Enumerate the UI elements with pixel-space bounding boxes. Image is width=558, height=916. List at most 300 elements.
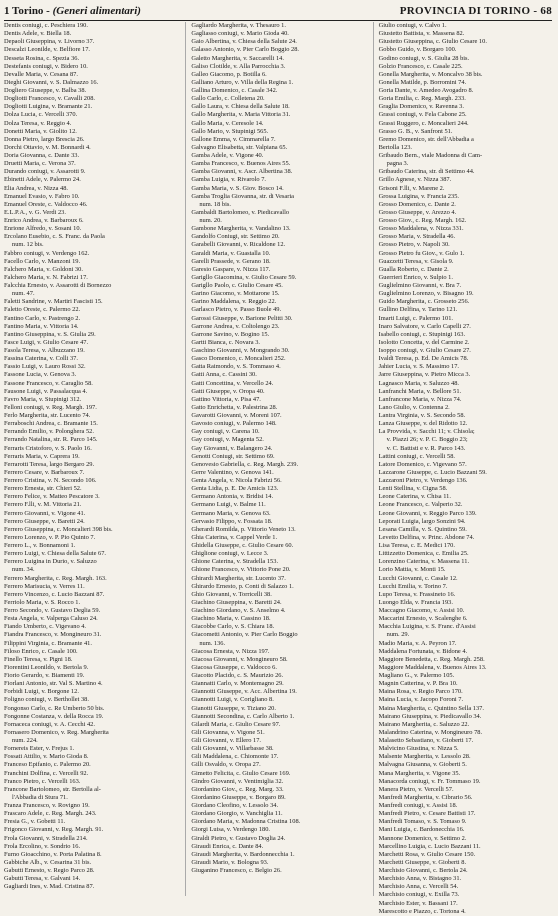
directory-entry: Dorchi Ottavio, v. M. Bonnardi 4. [4,143,91,151]
directory-entry: Emanuel Evasio, v. Fabro 10. [4,192,80,200]
directory-entry: Elia Andrea, v. Nizza 48. [4,184,68,192]
directory-entry: Jarre Giuseppina, v. Pietro Micca 3. [378,371,471,379]
directory-entry: Ferraboschi Andrea, c. Bramante 15. [4,420,98,428]
directory-entry: Filippini Virginia, c. Bramante 41. [4,639,92,647]
directory-entry: Giacosa Giuseppe, c. Valdocco 6. [191,663,277,671]
directory-entry: Lazzarone Giuseppe, c. Lucio Bazzani 59. [378,468,487,476]
directory-entry: Ghirardo Ernesto, p. Conti di Salazzo 1. [191,582,294,590]
directory-entry: Giraudi Mario, v. Bologna 93. [191,858,269,866]
directory-entry: Giacosa Ernesta, v. Nizza 197. [191,647,270,655]
directory-entry: Gerre Valentino, v. Genova 141. [191,468,274,476]
directory-entry: Fausone Luigi, v. Passalacqua 4. [4,387,88,395]
directory-entry: Leone Caterina, v. Chisa 11. [378,493,451,501]
directory-entry: Mannone Domenico, v. Settimo 2. [378,834,467,842]
directory-entry: Garigllo Paolo, c. Giulio Cesare 45. [191,282,283,289]
directory-entry: Lucchi Emilia, v. Torino 7. [378,582,448,590]
directory-entry: Giulio coniugi, v. Calvo 1. [378,22,447,29]
directory-entry: Guglielmino Giovanni, v. Bra 7. [378,282,462,289]
header-page-number: 68 [540,5,552,17]
directory-entry: Leone Francesco, c. Valperio 32. [378,501,463,509]
directory-entry: Ferrero Cristina, v. N. Secondo 106. [4,477,97,484]
directory-entry: Gilli Osvaldo, v. Oropa 27. [191,761,261,769]
columns-container [4,22,554,915]
directory-entry: num. 136. [199,639,226,647]
directory-entry: Garrone Savino, v. Bogino 15. [191,330,270,338]
directory-entry: Leone Giovanni, v. Reggio Parco 139. [378,509,477,517]
directory-entry: Gallo Laura, v. Chiesa della Salute 18. [191,103,290,111]
directory-entry: Isolotto Concetta, v. del Carmine 2. [378,338,470,346]
directory-entry: Fornasero Domenico, v. Reg. Margherita [4,728,109,736]
directory-entry: Golzio Francesco, c. Casale 225. [378,62,463,70]
directory-entry: Ghirardi Margherita, str. Lucento 37. [191,574,286,582]
directory-entry: Gasco Domenico, c. Moncalieri 252. [191,355,286,363]
directory-entry: Fassio Luigi, v. Lauro Rossi 32. [4,363,86,371]
directory-entry: Marchisio Ester, v. Bassani 17. [378,899,458,907]
directory-entry: Maddalena Fortunata, v. Bidone 4. [378,647,468,655]
directory-entry: Druetti Maria, c. Verona 37. [4,160,76,168]
directory-entry: Malvagna Giusanna, v. Gioberti 5. [378,761,467,769]
column-3 [373,22,554,915]
directory-entry: Isabello coniugi, c. Stupinigi 163. [378,330,466,338]
directory-entry: Gatti Giuseppe, v. Oropa 40. [191,387,265,395]
directory-entry: Germano Maria, v. Genova 63. [191,509,271,517]
directory-entry: Ghione Caterina, v. Stradella 153. [191,558,279,566]
directory-entry: Garaldi Maria, v. Guastalla 10. [191,249,271,257]
directory-entry: Garabelli Giovanni, v. Ricaldone 12. [191,241,286,249]
directory-entry: Giorgi Luisa, v. Verdengo 180. [191,826,271,834]
directory-entry: Ferro Secondo, v. Gustavo Deglia 59. [4,607,101,614]
directory-entry: Garlasco Pietro, v. Passo Buole 49. [191,306,282,314]
directory-entry: Ferrero Felice, v. Matteo Pescatore 3. [4,493,100,501]
directory-entry: Lupo Teresa, v. Frassineto 16. [378,590,456,598]
directory-entry: Mairano Margherita, c. Saluzzo 22. [378,720,470,728]
directory-entry: Grasso G. B., v. Sanfront 51. [378,127,453,135]
directory-entry: Genta Angela, v. Nicola Fabrizi 56. [191,477,282,484]
directory-entry: Gili Giovanni, v. Villarbasse 38. [191,745,274,753]
directory-entry: Fossati Attilio, v. Mario Gioda 8. [4,753,89,761]
directory-entry: Descalzi Leonilde, v. Belfiore 17. [4,46,91,54]
directory-entry: Bertolla 123. [378,143,413,151]
directory-entry: Gribaudo Bern., viale Madonna di Cam- [378,152,483,159]
column-1 [4,22,179,896]
directory-entry: Ghiglione coniugi, v. Lecce 3. [191,550,269,558]
directory-entry: Gonella Margherita, v. Moncalvo 38 bis. [378,70,483,78]
directory-entry: Manfredi coniugi, v. Assisi 18. [378,802,458,809]
directory-entry: Fantino Giuseppina, v. S. Giulia 29. [4,330,96,338]
directory-entry: Fornaceca coniugi, v. A. Cecchi 42. [4,720,95,728]
directory-entry: Fantino Carlo, v. Pastrengo 2. [4,314,81,322]
directory-entry: Maina Lucia, v. Jacopo Foroni 7. [378,696,464,704]
directory-entry: Grosso Maddalena, v. Nizza 331. [378,225,464,233]
directory-entry: Gianotti Giuseppe, v. Tiziano 20. [191,704,276,712]
directory-entry: Gay Giovanni, v. Balangero 24. [191,444,273,452]
directory-entry: Giraudi Enrica, c. Dante 84. [191,842,264,850]
directory-entry: Gatti Concettina, v. Vercello 24. [191,379,274,387]
directory-entry: Genotti Coniugi, str. Settimo 69. [191,452,275,460]
directory-entry: Gamba Luigia, v. Rivarolo 7. [191,176,266,184]
directory-entry: Gaschino Giovanni, v. Mongrando 30. [191,347,290,354]
directory-entry: Gambone Margherita, v. Vandalino 13. [191,225,291,233]
directory-entry: Gaio Albertina, v. Chiesa della Salute 24. [191,38,297,46]
directory-entry: La Provvida, v. Sacchi 11; v. Chisola; [378,428,475,436]
directory-entry: Ferraris Cristoforo, v. S. Paolo 16. [4,444,92,452]
directory-entry: Frascaro Adele, c. Reg. Margh. 243. [4,810,97,818]
directory-entry: Magliano G., v. Palermo 105. [378,672,455,679]
directory-entry: Giordano Cleofino, v. Lessolo 34. [191,802,279,809]
directory-entry: Forbidi Luigi, v. Borgone 12. [4,688,79,696]
directory-entry: Grosso Maria, v. Stradella 46. [378,233,456,241]
directory-entry: Dentis Adele, v. Biella 18. [4,30,72,38]
directory-entry: Dolza Lucia, c. Vercelli 370. [4,111,78,119]
directory-entry: Grillo Agnese, v. Nizza 387. [378,176,452,184]
directory-entry: Gallo Margherita, v. Maria Vittoria 31. [191,111,291,119]
directory-entry: Faletti Sandrine, v. Martiri Fascisti 15. [4,298,103,306]
directory-entry: Lanfranchi Maria, v. Bellore 51. [378,387,462,395]
directory-entry: Ferrero Marisucia, v. Verres 11. [4,582,85,590]
directory-entry: E.L.P.A., v. G. Verdi 23. [4,208,66,216]
directory-entry: Ghidella Giuseppe, c. Giulio Cesare 60. [191,542,294,549]
directory-entry: Maggiore Maddalena, v. Buenos Aires 13. [378,663,487,671]
directory-entry: Gabutti Teresa, v. Galvani 14. [4,875,81,883]
directory-entry: Giannotti Luigi, v. Corigliano 8. [191,696,274,704]
directory-entry: Gribaudo Caterina, str. di Settimo 44. [378,168,475,176]
directory-entry: Falcchia Ernesto, v. Assarotti di Bornezzo [4,282,112,289]
directory-entry: Maccarini Ernesto, v. Scalenghe 6. [378,615,468,623]
directory-entry: Ivaldi Teresa, p. Ed. De Amicis 78. [378,355,469,363]
directory-entry: num. 47. [12,290,35,298]
directory-entry: Grosso Giov., c. Reg. Margh. 162. [378,217,467,224]
directory-entry: Giachino Giordano, v. S. Anselmo 4. [191,607,286,614]
directory-entry: Gatta Raimondo, v. S. Tommaso 4. [191,363,281,371]
directory-entry: Fiorentini Leonildo, v. Bertola 9. [4,663,89,671]
directory-entry: Gavarotti Giovanni, v. Moreni 107. [191,412,282,419]
directory-entry: Dogliotti Luigina, v. Bramante 21. [4,103,93,111]
directory-entry: num. 18 bis. [199,200,231,208]
directory-entry: Gavosto coniugi, v. Palermo 148. [191,420,277,428]
directory-entry: Gallo Carlo, c. Colletena 20. [191,95,265,103]
directory-entry: Fiandra Francesco, v. Mongineuro 31. [4,631,102,639]
directory-entry: Gallo Mario, v. Stupinigi 565. [191,127,269,135]
directory-entry: Giacosa Giovanni, v. Mongineuro 58. [191,655,288,663]
directory-entry: Guglielmino Lorenzo, v. Bisagno 19. [378,290,474,298]
directory-entry: Ferrero Giovanni, v. Vigone 41. [4,509,86,517]
directory-entry: Mani Luigia, c. Bardonecchia 16. [378,826,465,834]
directory-entry: Falchero Maria, v. N. Fabrizi 17. [4,273,88,281]
directory-entry: Fongonne Costanza, v. della Rocca 19. [4,712,104,720]
directory-entry: Ferrero L., v. Bonnamoni 1. [4,542,76,549]
directory-entry: Lazzaroni Pietro, v. Verdengo 136. [378,477,468,484]
directory-entry: Ebinetti Adele, v. Palermo 24. [4,176,81,184]
directory-entry: Gambaldi Bartolomeo, v. Piedicavallo [191,208,290,216]
directory-entry: Malasetto Sebastiano, v. Gioberti 17. [378,737,474,744]
directory-entry: Lanza Giuseppe, v. del Ridotto 12. [378,420,468,428]
directory-entry: Foligno coniugi, v. Berthollet 38. [4,696,89,704]
directory-entry: Marchisio Anna, v. Bistagno 31. [378,875,462,883]
directory-entry: Galliano Arturo, v. Villa della Regina 1. [191,78,294,86]
directory-entry: Fiorlani Antonio, str. Val S. Martino 4. [4,680,103,688]
directory-entry: Lano Giulio, v. Contenna 2. [378,403,450,411]
directory-entry: Depaoli Giuseppina, v. Livorno 37. [4,38,95,46]
directory-entry: Falchero Maria, v. Goldoni 30. [4,265,83,273]
directory-entry: Maggiore Benedetta, c. Reg. Margh. 258. [378,655,485,663]
directory-entry: Manfredi Pietro, v. Cesare Battisti 17. [378,810,476,818]
directory-entry: Lesana Camilla, v. S. Quintino 59. [378,525,467,533]
directory-entry: Inaro Salvatore, v. Carlo Capelli 27. [378,322,471,330]
directory-entry: Giordano Giorgio, v. Vanchiglia 11. [191,810,283,818]
directory-entry: Giraldi Pietro, v. Gustavo Doglia 24. [191,834,286,842]
directory-entry: Dogliotti Francesco, v. Cavalli 208. [4,95,95,103]
directory-entry: Gallone Emma, v. Cimmarella 7. [191,135,276,143]
directory-entry: Garesio Gaspare, v. Nizza 117. [191,265,271,273]
directory-entry: Giacobbe Carlo, v. S. Chiara 18. [191,623,275,631]
directory-entry: Enrione Alfredo, v. Sosani 10. [4,225,82,233]
directory-entry: Latore Domenico, c. Vigevano 57. [378,460,467,468]
directory-entry: Ferriolo Maria, v. S. Rocco 1. [4,598,81,606]
directory-entry: Grossa Luigina, v. Francia 235. [378,192,459,200]
directory-entry: Garelli Prassede, v. Gerano 18. [191,257,271,265]
directory-entry: Dentis coniugi, c. Peschiera 190. [4,22,88,29]
directory-entry: Goria Dante, v. Amedeo Avogadro 8. [378,87,474,94]
directory-entry: Goria Emilia, c. Reg. Margh. 233. [378,95,466,103]
directory-entry: Gullino Delfina, v. Tarino 121. [378,306,458,314]
directory-entry: num. 34. [12,566,35,574]
directory-entry: Fornereis Ester, v. Frejus 1. [4,745,75,753]
directory-entry: pagna 3. [386,160,409,168]
directory-entry: Fassone Francesco, v. Caraglio 58. [4,379,93,387]
directory-entry: Galiso Clotilde, v. Alla Parrocchia 3. [191,62,286,70]
directory-entry: Giannatti Carlo, v. Montemagno 29. [191,680,284,688]
directory-entry: Ferrando Emilio, v. Polonghera 52. [4,428,94,436]
directory-entry: Gili Giovanni, v. Ellero 17. [191,737,262,744]
directory-entry: Godino coniugi, v. S. Giulia 28 bis. [378,54,470,62]
directory-entry: Gherardi Romilda, p. Vittorio Veneto 13. [191,525,296,533]
directory-entry: Ferrero Luigina in Durio, v. Saluzzo [4,558,97,566]
directory-entry: Giacotto Placido, c. S. Maurizio 26. [191,672,284,679]
column-2 [185,22,366,896]
directory-entry: Graglia Domenico, v. Ravenna 3. [378,103,464,111]
directory-entry: Dieghi Giovanni, v. S. Dalmazzo 16. [4,78,99,86]
directory-entry: Ferrarotti Teresa, largo Bergaro 29. [4,460,95,468]
directory-entry: Magnin Catterina, v. P. Bra 10. [378,680,458,688]
directory-entry: Lantra Virginia, v. S. Secondo 58. [378,412,466,419]
directory-entry: Ferrero Luigi, v. Chiesa della Salute 67. [4,550,106,558]
directory-entry: Ferrero Cesare, v. Barbaroux 7. [4,468,85,476]
directory-entry: Giustetto Giuseppina, c. Giulio Cesare 10. [378,38,487,46]
directory-entry: Ferrero F.lli, v. M. Vittoria 21. [4,501,82,509]
directory-entry: Guerrieri Enrico, v. Sulpio 1. [378,273,453,281]
directory-entry: Gamba Troglia Giovanna, str. di Vesaria [191,192,294,200]
directory-entry: Giannotti Giuseppe, v. Acc. Albertina 19. [191,688,297,696]
directory-entry: Gamba Maria, v. S. Giov. Bosco 14. [191,184,284,192]
directory-entry: Franco Pietro, c. Vercelli 163. [4,777,81,785]
directory-entry: Lisa Teresa, c. E. Medici 170. [378,542,455,549]
directory-entry: Gabbiche Alb., v. Cesarina 31 bis. [4,858,92,866]
directory-entry: Gabutti Ernesto, v. Regio Parco 28. [4,867,95,874]
directory-entry: Lenti Stellina, v. Cigna 58. [378,485,448,493]
directory-entry: Dogliero Giuseppe, v. Balba 38. [4,87,87,94]
directory-entry: Marchisio coniugi, v. Exilla 73. [378,891,460,899]
directory-entry: Gatti Anna, c. Cassini 30. [191,371,257,379]
directory-entry: Gilardi Maria, c. Giulio Cesare 97. [191,720,281,728]
directory-entry: Germano Antonia, v. Bridisi 14. [191,493,274,501]
directory-entry: Franceso Epifanio, c. Palermo 20. [4,761,91,769]
directory-entry: Galleo Giacomo, p. Botilla 6. [191,70,267,78]
directory-entry: Fresia G., v. Gobetti 11. [4,818,66,826]
directory-entry: Marcellino Luigia, c. Lucio Bazzani 11. [378,842,481,850]
directory-entry: Marchisio Anna, c. Vercelli 54. [378,883,459,891]
directory-entry: Ferraris Maria, v. Caprera 19. [4,452,80,460]
directory-entry: Manfredi Margherita, v. Cibrario 56. [378,793,473,801]
directory-entry: Franchini Dolfina, c. Vercelli 92. [4,769,89,777]
directory-entry: Ghio Giovanni, v. Torricelli 38. [191,590,272,598]
directory-entry: Ercolano Eusebio, c. S. Franc. da Paola [4,233,105,241]
directory-entry: Lorio Mattia, v. Monti 15. [378,566,446,574]
directory-entry: Maina Rosa, v. Regio Parco 170. [378,688,463,696]
directory-entry: Ghia Caterina, v. Cappel Verde 1. [191,533,278,541]
directory-entry: Gamba Giovanni, v. Ascr. Albertina 38. [191,168,293,176]
directory-entry: Mairano Giuseppina, v. Piedicavallo 34. [378,712,482,720]
directory-entry: Gili Maddalena, c. Chiomonte 17. [191,753,279,761]
directory-entry: Fasce Luigi, v. Giulio Cesare 47. [4,338,89,346]
directory-entry: Lucchi Giovanni, c. Casale 12. [378,574,458,582]
directory-entry: Gay coniugi, v. Carena 10. [191,428,260,436]
header-left [4,2,141,20]
directory-entry: Manfredi Tomaso, v. S. Tomaso 9. [378,818,467,826]
directory-entry: Faletto Oreste, c. Palermo 22. [4,306,81,314]
directory-entry: Garigllo Giacomina, v. Giulio Cesare 59. [191,273,297,281]
header-right [400,2,552,20]
directory-entry: Destefanis coniugi, v. Bidero 10. [4,62,88,70]
directory-entry: Genovesio Gabriella, c. Reg. Margh. 239. [191,460,299,468]
directory-entry: Marchisio Giovanni, c. Bertola 24. [378,867,468,874]
directory-entry: Furno Gioacchino, v. Porta Palatina 8. [4,850,102,858]
directory-entry: Gamba Francesco, v. Buenos Aires 55. [191,160,291,168]
directory-entry: Frola Ercolino, v. Sondrio 16. [4,842,81,850]
directory-entry: Devalle Maria, v. Cesana 87. [4,70,78,78]
directory-entry: Malvicino Giustina, v. Nizza 5. [378,745,459,753]
directory-entry: Littizzetto Domenica, c. Emilia 25. [378,550,469,558]
directory-entry: Leporati Luigia, largo Sonzini 94. [378,517,466,525]
directory-entry: Fantino Maria, v. Vittoria 14. [4,322,79,330]
directory-entry: Grassi coniugi, v. Fela Cabone 25. [378,111,467,119]
directory-entry: Ferrando Natalina, str. R. Parco 145. [4,436,98,444]
directory-entry: Finello Teresa, v. Pigni 18. [4,655,73,663]
directory-entry: Ferrero Lorenzo, v. P. Pio Quinto 7. [4,533,96,541]
directory-entry: Gili Giovanna, v. Vigone 51. [191,728,265,736]
directory-entry: Giacometti Antonio, v. Pier Carlo Boggio [191,631,298,639]
directory-entry: Luongo Elda, v. Francia 193. [378,598,453,606]
directory-entry: Gualla Roberto, c. Dante 2. [378,265,449,273]
directory-entry: Grassi Ruggero, c. Moncalieri 244. [378,119,469,127]
directory-entry: Festa Angela, v. Valperga Caluso 24. [4,615,98,623]
directory-entry: Frola Giovanni, v. Stradella 214. [4,834,88,842]
directory-entry: Marchetti Rosa, v. Giulio Cesare 150. [378,850,476,858]
directory-entry: Gallo Maria, v. Ceresole 14. [191,119,264,127]
directory-entry: Jahier Lucia, v. S. Massimo 17. [378,363,460,371]
directory-entry: Lattini coniugi, c. Vercelli 58. [378,452,456,460]
directory-entry: Filoso Enrico, c. Casale 100. [4,647,78,655]
directory-entry: Felloni coniugi, v. Reg. Margh. 197. [4,403,97,411]
directory-entry: Giachino Maria, v. Cassino 18. [191,615,271,623]
directory-entry: Mana Margherita, v. Vigone 35. [378,769,461,777]
directory-entry: Gindro Giovanni, v. Ventimiglia 32. [191,777,284,785]
directory-entry: Marescotto e Piazzo, c. Tortona 4. [378,907,466,915]
directory-entry: Fassina Caterina, v. Colli 37. [4,355,78,363]
directory-entry: Gartti Bianca, c. Novara 3. [191,338,260,346]
directory-entry: Giordano Maria, v. Madonna Cristina 108. [191,818,301,826]
directory-entry: Garino Maddalena, v. Reggio 22. [191,298,277,306]
directory-entry: Grosso Domenico, c. Dante 2. [378,200,456,208]
header-page-prefix: 1 Torino - [4,5,50,17]
directory-entry: Fiorio Gerardo, v. Biamenti 19. [4,672,85,679]
directory-entry: Imarti Luigi, c. Palermo 101. [378,314,454,322]
directory-entry: Marchetti Giuseppe, v. Gioberti 8. [378,858,467,866]
directory-entry: v. Piazzi 26; v. P. C. Boggio 23; [386,436,468,444]
directory-entry: num. 12 bis. [12,241,44,249]
directory-entry: Guido Margherita, c. Grosseto 256. [378,298,470,306]
directory-entry: Donna Pietro, largo Brescia 26. [4,135,85,143]
directory-entry: Favro Maria, v. Stupinigi 312. [4,395,82,403]
directory-entry: Emanuel Oreste, c. Valdocco 46. [4,200,88,208]
directory-entry: Giustetto Battista, v. Massena 82. [378,30,465,38]
directory-entry: Facello Carlo, v. Manzoni 19. [4,257,81,265]
directory-entry: Ferrero Giuseppe, v. Baretti 24. [4,517,85,525]
directory-entry: Genta Lidia, p. E. De Amicis 123. [191,485,279,493]
directory-entry: Doria Giovanna, c. Dante 33. [4,152,80,159]
directory-entry: Grosso Pietro, v. Napoli 30. [378,241,450,249]
directory-entry: Galasso Antonio, v. Pier Carlo Boggio 28. [191,46,300,54]
directory-entry: v. C. Battisti e v. R. Parco 143. [386,444,466,452]
directory-entry: Giordanino Giov., c. Reg. Marg. 33. [191,785,284,793]
directory-entry: Gamba Adele, v. Vigone 40. [191,152,264,159]
directory-entry: Gobbo Guido, v. Borgaro 100. [378,46,457,54]
directory-entry: Desseta Rosina, c. Spezia 36. [4,54,80,62]
directory-entry: Ghione Francesco, v. Vittorio Pone 20. [191,566,291,574]
directory-entry: Levetto Delfina, v. Princ. Abdone 74. [378,533,475,541]
directory-entry: Gagliardi Ines, v. Mad. Cristina 87. [4,883,95,891]
directory-entry: Gatto Enrichetta, v. Palestrina 28. [191,403,278,411]
directory-entry: Galetto Margherita, v. Saccarelli 14. [191,54,284,62]
directory-entry: Maccagno Giacomo, v. Assisi 10. [378,607,465,614]
directory-entry: Lorenzino Caterina, v. Massena 11. [378,558,470,566]
directory-entry: Enrico Andrea, v. Barbaroux 6. [4,217,84,224]
directory-entry: Giannotti Secondina, c. Carlo Alberto 1. [191,712,295,720]
directory-entry: Giordanino Giuseppe, v. Borgaro 89. [191,793,286,801]
directory-entry: Germano Luigi, v. Balme 11. [191,501,266,509]
directory-entry: Grosso Giuseppe, v. Arezzo 4. [378,208,457,216]
directory-entry: Fabbro coniugi, v. Verdengo 162. [4,249,90,257]
directory-entry: Lagnasco Maria, v. Saluzzo 48. [378,379,459,387]
directory-entry: Ferrero Giuseppina, c. Moncalieri 398 bis. [4,525,113,533]
directory-entry: Ferrero Vincenzo, c. Lucio Bazzani 87. [4,590,105,598]
directory-entry: Fassone Lucia, v. Genova 3. [4,371,77,379]
directory-entry: Gagliasso coniugi, v. Mario Gioda 40. [191,30,289,38]
directory-entry: Durando coniugi, v. Assarotti 9. [4,168,86,176]
directory-entry: Madio Maria, v. A. Peyron 17. [378,639,457,647]
page-header [4,2,552,21]
directory-entry: Manera Pietro, v. Vercelli 57. [378,785,454,793]
directory-entry: Garino Giacomo, v. Mottarone 15. [191,290,280,298]
directory-entry: Lanfrancone Maria, v. Nizza 74. [378,395,462,403]
directory-entry: Macchia Luigina, v. S. Franc. d'Assisi [378,623,476,631]
directory-entry: Fasola Teresa, v. Albuzzano 19. [4,347,85,354]
directory-entry: Malandrino Caterina, v. Mongineuro 78. [378,728,483,736]
directory-entry: Malsente Margherita, v. Lessolo 28. [378,753,471,761]
directory-entry: Fiando Umberto, c. Vigevano 4. [4,623,87,631]
directory-entry: Grosso Pietro fu Giov., v. Gulo 1. [378,249,465,257]
directory-entry: Francone Bartolomeo, str. Bertolla al- [4,785,101,793]
directory-entry: num. 224. [12,737,38,744]
